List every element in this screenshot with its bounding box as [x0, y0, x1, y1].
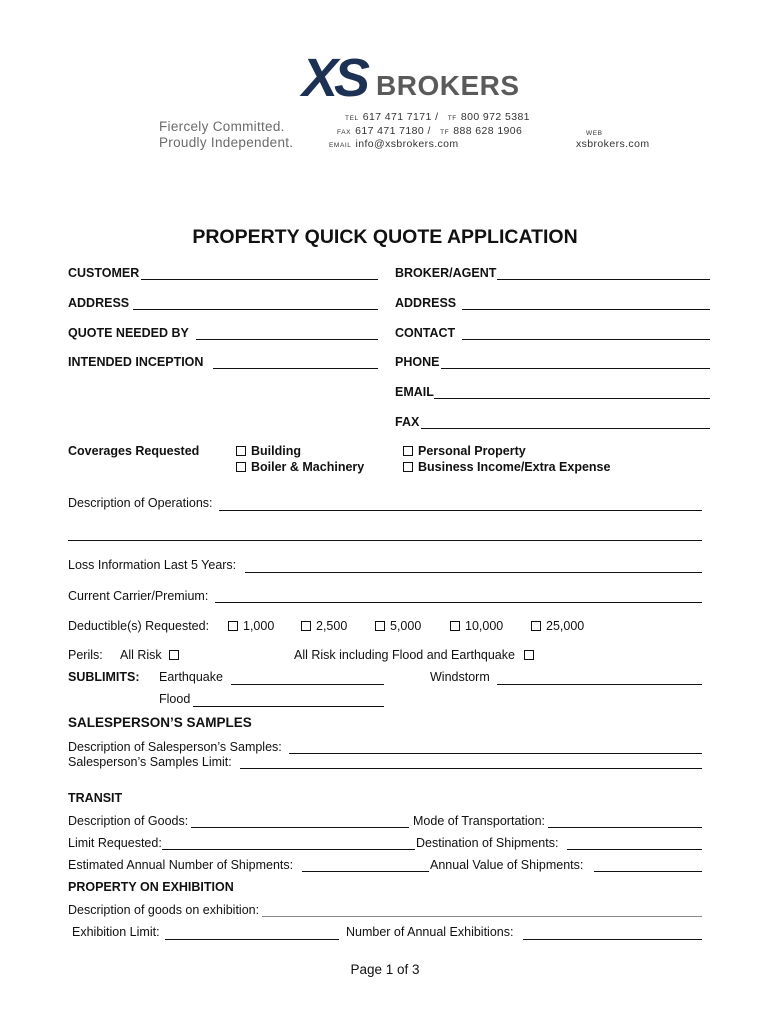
fax-field[interactable] — [421, 428, 710, 429]
label-deductibles: Deductible(s) Requested: — [68, 619, 210, 633]
tagline-1: Fiercely Committed. — [159, 119, 285, 134]
flood-field[interactable] — [193, 706, 384, 707]
checkbox-icon[interactable] — [236, 446, 246, 456]
contact-email-line: EMAIL info@xsbrokers.com — [329, 138, 459, 150]
loss-information-field[interactable] — [245, 572, 702, 573]
tagline-2: Proudly Independent. — [159, 135, 294, 150]
label-coverages-requested: Coverages Requested — [68, 444, 200, 458]
checkbox-icon[interactable] — [375, 621, 385, 631]
label-windstorm: Windstorm — [430, 670, 490, 684]
description-of-goods-field[interactable] — [191, 827, 409, 828]
logo-brokers: BROKERS — [376, 70, 520, 101]
checkbox-icon[interactable] — [236, 462, 246, 472]
goods-on-exhibition-field[interactable] — [262, 916, 702, 917]
contact-field[interactable] — [462, 339, 710, 340]
label-destination-of-shipments: Destination of Shipments: — [416, 836, 559, 850]
label-intended-inception: INTENDED INCEPTION — [68, 355, 204, 369]
label-quote-needed-by: QUOTE NEEDED BY — [68, 326, 189, 340]
address-right-field[interactable] — [462, 309, 710, 310]
coverage-boiler-machinery[interactable]: Boiler & Machinery — [236, 460, 364, 474]
earthquake-field[interactable] — [231, 684, 384, 685]
label-sublimits: SUBLIMITS: — [68, 670, 140, 684]
page-number: Page 1 of 3 — [350, 962, 420, 977]
coverage-building[interactable]: Building — [236, 444, 301, 458]
intended-inception-field[interactable] — [213, 368, 378, 369]
label-mode-of-transportation: Mode of Transportation: — [413, 814, 546, 828]
label-perils: Perils: — [68, 648, 103, 662]
coverage-business-income[interactable]: Business Income/Extra Expense — [403, 460, 610, 474]
number-of-annual-exhibitions-field[interactable] — [523, 939, 702, 940]
salesperson-description-field[interactable] — [289, 753, 702, 754]
checkbox-icon[interactable] — [531, 621, 541, 631]
annual-value-of-shipments-field[interactable] — [594, 871, 702, 872]
coverage-personal-property[interactable]: Personal Property — [403, 444, 526, 458]
description-of-operations-field-2[interactable] — [68, 540, 702, 541]
label-salesperson-description: Description of Salesperson’s Samples: — [68, 740, 282, 754]
label-number-of-annual-exhibitions: Number of Annual Exhibitions: — [346, 925, 514, 939]
deductible-10000[interactable]: 10,000 — [450, 619, 503, 633]
label-phone: PHONE — [395, 355, 440, 369]
checkbox-icon[interactable] — [450, 621, 460, 631]
broker-agent-field[interactable] — [497, 279, 710, 280]
label-exhibition-limit: Exhibition Limit: — [72, 925, 160, 939]
label-flood: Flood — [159, 692, 191, 706]
checkbox-icon[interactable] — [403, 462, 413, 472]
label-annual-number-of-shipments: Estimated Annual Number of Shipments: — [68, 858, 294, 872]
current-carrier-field[interactable] — [215, 602, 702, 603]
label-annual-value-of-shipments: Annual Value of Shipments: — [430, 858, 584, 872]
deductible-25000[interactable]: 25,000 — [531, 619, 584, 633]
deductible-5000[interactable]: 5,000 — [375, 619, 421, 633]
label-limit-requested: Limit Requested: — [68, 836, 162, 850]
label-customer: CUSTOMER — [68, 266, 140, 280]
all-risk-checkbox[interactable] — [169, 650, 179, 660]
label-current-carrier: Current Carrier/Premium: — [68, 589, 209, 603]
label-address-left: ADDRESS — [68, 296, 130, 310]
annual-number-of-shipments-field[interactable] — [302, 871, 429, 872]
heading-salesperson-samples: SALESPERSON’S SAMPLES — [68, 715, 252, 730]
contact-web-label: WEB — [586, 130, 603, 137]
label-broker-agent: BROKER/AGENT — [395, 266, 497, 280]
logo-xs: XS — [302, 48, 367, 108]
label-email: EMAIL — [395, 385, 434, 399]
checkbox-icon[interactable] — [228, 621, 238, 631]
destination-of-shipments-field[interactable] — [567, 849, 702, 850]
label-all-risk: All Risk — [120, 648, 162, 662]
label-earthquake: Earthquake — [159, 670, 223, 684]
label-description-of-operations: Description of Operations: — [68, 496, 213, 510]
description-of-operations-field[interactable] — [219, 510, 702, 511]
label-address-right: ADDRESS — [395, 296, 457, 310]
checkbox-icon[interactable] — [403, 446, 413, 456]
label-fax: FAX — [395, 415, 420, 429]
label-contact: CONTACT — [395, 326, 456, 340]
contact-tel-line: TEL 617 471 7171 / TF 800 972 5381 — [345, 111, 530, 123]
address-left-field[interactable] — [133, 309, 378, 310]
customer-field[interactable] — [141, 279, 378, 280]
label-description-of-goods: Description of Goods: — [68, 814, 189, 828]
label-salesperson-limit: Salesperson’s Samples Limit: — [68, 755, 232, 769]
mode-of-transportation-field[interactable] — [548, 827, 702, 828]
deductible-2500[interactable]: 2,500 — [301, 619, 347, 633]
email-field[interactable] — [434, 398, 710, 399]
windstorm-field[interactable] — [497, 684, 702, 685]
deductible-1000[interactable]: 1,000 — [228, 619, 274, 633]
label-all-risk-flood-eq: All Risk including Flood and Earthquake — [294, 648, 515, 662]
contact-web: xsbrokers.com — [576, 138, 650, 150]
page-title: PROPERTY QUICK QUOTE APPLICATION — [192, 226, 578, 248]
phone-field[interactable] — [441, 368, 710, 369]
quote-needed-by-field[interactable] — [196, 339, 378, 340]
salesperson-limit-field[interactable] — [240, 768, 702, 769]
exhibition-limit-field[interactable] — [165, 939, 339, 940]
heading-transit: TRANSIT — [68, 791, 123, 805]
all-risk-flood-eq-checkbox[interactable] — [524, 650, 534, 660]
checkbox-icon[interactable] — [301, 621, 311, 631]
label-goods-on-exhibition: Description of goods on exhibition: — [68, 903, 260, 917]
heading-property-on-exhibition: PROPERTY ON EXHIBITION — [68, 880, 234, 894]
limit-requested-field[interactable] — [162, 849, 415, 850]
contact-fax-line: FAX 617 471 7180 / TF 888 628 1906 — [337, 125, 523, 137]
label-loss-information: Loss Information Last 5 Years: — [68, 558, 237, 572]
